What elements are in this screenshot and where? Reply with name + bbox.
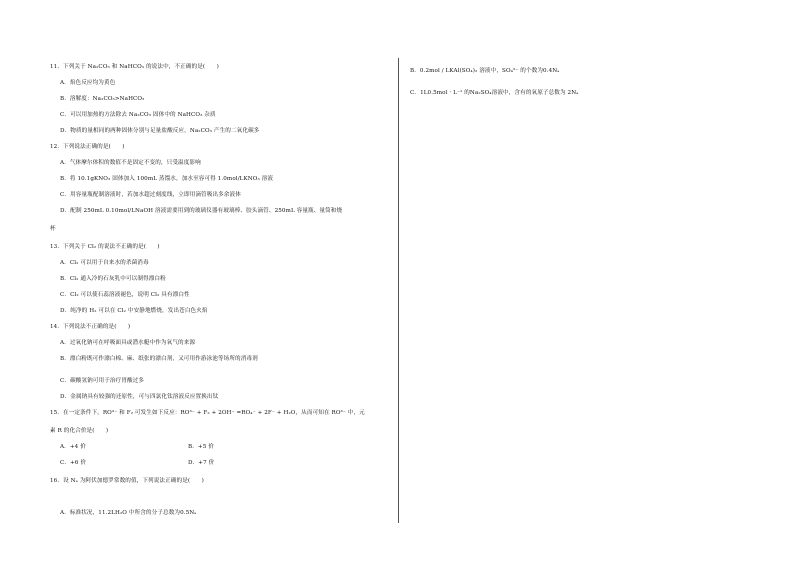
question-12-stem: 12．下列说法正确的是( )	[50, 144, 125, 150]
question-15-option-a: A．+4 价	[60, 444, 86, 450]
question-12-option-d-line2: 杯	[50, 226, 56, 232]
question-15-option-c: C．+6 价	[60, 460, 87, 466]
question-12-option-b: B．将 10.1gKNO₃ 固体加入 100mL 蒸馏水，加水至容可得 1.0mol/LKNO₃ 溶液	[60, 176, 274, 182]
question-16-option-a: A．标准状况，11.2LH₂O 中所含的分子总数为0.5Nₐ	[60, 510, 197, 516]
question-14-option-b: B．漂白粉既可作漂白棉、麻、纸张的漂白剂，又可用作游泳池等场所的消毒剂	[60, 356, 258, 362]
question-15-option-b: B．+5 价	[188, 444, 214, 450]
column-divider	[398, 58, 399, 523]
question-14-option-c: C．碳酸氢钠可用于治疗胃酸过多	[60, 378, 145, 384]
question-13-option-a: A．Cl₂ 可以用于自来水的杀菌消毒	[60, 260, 149, 266]
question-15-stem-line2: 素 R 的化合价是( )	[50, 428, 109, 434]
question-12-option-d-line1: D．配制 250mL 0.10mol/LNaOH 溶液需要用到的玻璃仪器有玻璃棒、胶头滴管、250mL 容量瓶、量筒和烧	[60, 208, 343, 214]
question-15-stem-line1: 15．在一定条件下，RO³⁻ 和 F₂ 可发生如下反应：RO³⁻ + F₂ + 2OH⁻ =RO₄⁻ + 2F⁻ + H₂O，从而可知在 RO³⁻ 中，元	[50, 410, 365, 416]
question-12-option-a: A．气体摩尔体积的数值不是固定不变的，只受温度影响	[60, 160, 201, 166]
question-12-option-c: C．用容量瓶配制溶液时，若加水超过刻度线，立即用滴管吸出多余液体	[60, 192, 241, 198]
question-13-option-d: D．纯净的 H₂ 可以在 Cl₂ 中安静地燃烧，发出苍白色火焰	[60, 308, 208, 314]
question-11-option-a: A．焰色反应均为黄色	[60, 80, 116, 86]
question-14-option-a: A．过氧化钠可在呼吸面具或潜水艇中作为氧气的来源	[60, 340, 196, 346]
question-15-option-d: D．+7 价	[188, 460, 215, 466]
question-14-stem: 14．下列说法不正确的是( )	[50, 324, 131, 330]
question-13-option-b: B．Cl₂ 通入冷的石灰乳中可以制得漂白粉	[60, 276, 166, 282]
question-14-option-d: D．金属钠具有较强的还原性，可与四氯化钛溶液反应置换出钛	[60, 394, 219, 400]
question-11-option-c: C．可以用加热的方法除去 Na₂CO₃ 固体中的 NaHCO₃ 杂质	[60, 112, 216, 118]
question-16-stem: 16．设 Nₐ 为阿伏加德罗常数的值，下列说法正确的是( )	[50, 478, 204, 484]
question-13-stem: 13．下列关于 Cl₂ 的说法不正确的是( )	[50, 244, 160, 250]
question-16-option-c: C．1L0.5mol · L⁻¹ 的Na₂SO₄溶液中，含有的氧原子总数为 2Nₐ	[410, 90, 579, 96]
question-13-option-c: C．Cl₂ 可以使石蕊溶液褪色，说明 Cl₂ 具有漂白性	[60, 292, 190, 298]
question-11-stem: 11．下列关于 Na₂CO₃ 和 NaHCO₃ 的说法中，不正确的是( )	[50, 64, 219, 70]
question-11-option-b: B．溶解度：Na₂CO₃>NaHCO₃	[60, 96, 145, 102]
question-16-option-b: B．0.2mol / LKAl(SO₄)₂ 溶液中，SO₄²⁻ 的个数为0.4Nₐ	[410, 68, 560, 74]
question-11-option-d: D．物质的量相同的两种固体分别与足量盐酸反应，Na₂CO₃ 产生的二氧化碳多	[60, 128, 260, 134]
